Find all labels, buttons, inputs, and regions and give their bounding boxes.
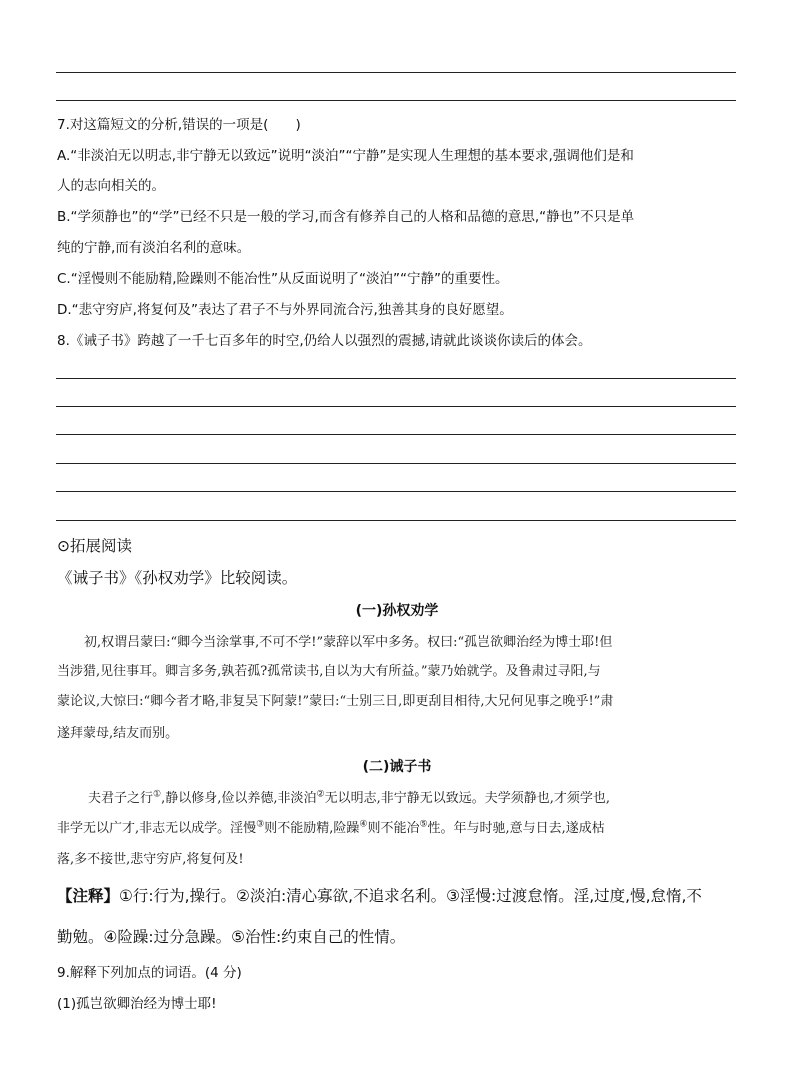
q7-option-a-line1: A.“非淡泊无以明志,非宁静无以致远”说明“淡泊”“宁静”是实现人生理想的基本要求,强调他们是和 — [57, 148, 634, 164]
footnote-marker: ⑤ — [419, 819, 428, 830]
q9-item-1: (1)孤岂欲卿治经为博士耶! — [57, 996, 217, 1012]
passage-2-text: ,静以修身,俭以养德,非淡泊 — [161, 791, 317, 806]
q7-option-a-line2: 人的志向相关的。 — [57, 178, 165, 194]
answer-line — [56, 72, 736, 73]
notes-line-2: 勤勉。④险躁:过分急躁。⑤治性:约束自己的性情。 — [57, 928, 406, 946]
passage-1-title: (一)孙权劝学 — [355, 603, 439, 619]
passage-2-text: 无以明志,非宁静无以致远。夫学须静也,才须学也, — [324, 791, 610, 806]
q7-option-c: C.“淫慢则不能励精,险躁则不能冶性”从反面说明了“淡泊”“宁静”的重要性。 — [57, 271, 509, 287]
passage-2-title: (二)诫子书 — [362, 759, 432, 775]
q7-option-b-line1: B.“学须静也”的“学”已经不只是一般的学习,而含有修养自己的人格和品德的意思,“静也”不只是单 — [57, 209, 635, 225]
passage-2-line: 落,多不接世,悲守穷庐,将复何及! — [57, 852, 244, 867]
extended-reading-intro: 《诫子书》《孙权劝学》比较阅读。 — [57, 569, 298, 587]
answer-line — [56, 463, 736, 464]
extended-reading-heading: ⊙拓展阅读 — [57, 537, 132, 555]
passage-2-line — [57, 820, 605, 838]
passage-1-line: 遂拜蒙母,结友而别。 — [57, 726, 179, 741]
answer-line — [56, 378, 736, 379]
passage-2-text: 性。年与时驰,意与日去,遂成枯 — [427, 821, 605, 836]
notes-label: 【注释】 — [57, 887, 120, 905]
notes-text: ①行:行为,操行。②淡泊:清心寡欲,不追求名利。③淫慢:过渡怠惰。淫,过度,慢,怠惰,不 — [119, 887, 702, 905]
passage-2-text: 夫君子之行 — [88, 791, 154, 806]
footnote-marker: ③ — [256, 819, 265, 830]
q7-stem: 7.对这篇短文的分析,错误的一项是( ) — [57, 117, 301, 133]
passage-1-line: 初,权谓吕蒙曰:“卿今当涂掌事,不可不学!”蒙辞以军中多务。权曰:“孤岂欲卿治经为博士耶!但 — [84, 635, 613, 650]
answer-line — [56, 520, 736, 521]
passage-1-line: 当涉猎,见往事耳。卿言多务,孰若孤?孤常读书,自以为大有所益。”蒙乃始就学。及鲁肃过寻阳,与 — [57, 664, 601, 679]
answer-line — [56, 406, 736, 407]
q7-option-b-line2: 纯的宁静,而有淡泊名利的意味。 — [57, 240, 251, 256]
answer-line — [56, 491, 736, 492]
passage-2-text: 非学无以广才,非志无以成学。淫慢 — [57, 821, 257, 836]
passage-2-text: 则不能励精,险躁 — [264, 821, 360, 836]
notes-line-1 — [57, 887, 702, 905]
q7-option-d: D.“悲守穷庐,将复何及”表达了君子不与外界同流合污,独善其身的良好愿望。 — [57, 302, 513, 318]
footnote-marker: ② — [316, 789, 325, 800]
q8-stem: 8.《诫子书》跨越了一千七百多年的时空,仍给人以强烈的震撼,请就此谈谈你读后的体会。 — [57, 333, 592, 349]
answer-line — [56, 434, 736, 435]
passage-1-line: 蒙论议,大惊曰:“卿今者才略,非复吴下阿蒙!”蒙曰:“士别三日,即更刮目相待,大兄何见事之晚乎!”肃 — [57, 694, 614, 709]
passage-2-line — [88, 790, 610, 808]
footnote-marker: ① — [153, 789, 162, 800]
q9-stem: 9.解释下列加点的词语。(4 分) — [57, 965, 242, 981]
footnote-marker: ④ — [359, 819, 368, 830]
passage-2-text: 则不能冶 — [367, 821, 420, 836]
answer-line — [56, 100, 736, 101]
